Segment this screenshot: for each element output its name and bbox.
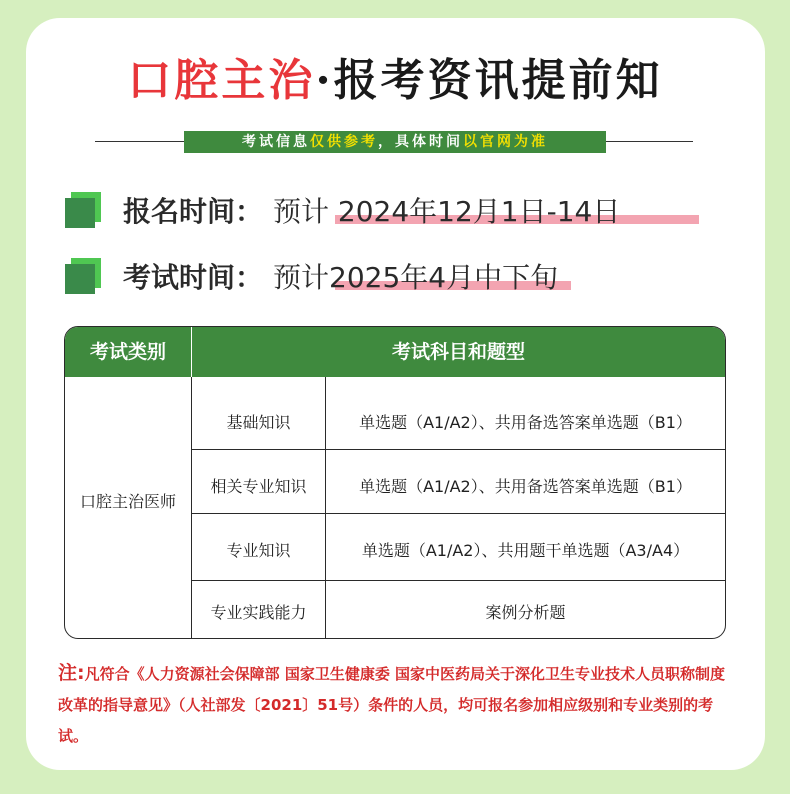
row-divider	[191, 580, 725, 581]
title-dot: ·	[315, 55, 334, 106]
header-divider	[191, 327, 192, 377]
note-prefix: 注:	[58, 662, 85, 684]
subject-cell: 专业实践能力	[210, 603, 307, 622]
footnote	[58, 658, 738, 752]
category-cell: 口腔主治医师	[79, 492, 176, 511]
square-bullet-icon	[65, 196, 99, 230]
exam-label: 考试时间：	[123, 261, 264, 294]
note-text: 凡符合《人力资源社会保障部 国家卫生健康委 国家中医药局关于深化卫生专业技术人员职称制度改革的指导意见》（人社部发〔2021〕51号）条件的人员，均可报名参加相应级别和专业类别的考试。	[58, 665, 726, 745]
banner-part1: 考试信息	[242, 134, 310, 150]
subject-cell: 基础知识	[226, 413, 291, 432]
header-subjects: 考试科目和题型	[192, 327, 725, 377]
title-black: 报考资讯提前知	[333, 55, 663, 106]
banner-part4: 以官网为准	[463, 134, 548, 150]
types-cell: 单选题（A1/A2）、共用题干单选题（A3/A4）	[361, 541, 690, 560]
row-divider	[191, 513, 725, 514]
square-bullet-icon	[65, 262, 99, 296]
header-category: 考试类别	[65, 327, 191, 377]
banner-part2: 仅供参考	[310, 134, 378, 150]
registration-value: 预计 2024年12月1日-14日	[273, 195, 621, 228]
types-cell: 单选题（A1/A2）、共用备选答案单选题（B1）	[359, 477, 692, 496]
exam-value: 预计2025年4月中下旬	[273, 261, 559, 294]
registration-label: 报名时间：	[123, 195, 264, 228]
subject-cell: 相关专业知识	[210, 477, 307, 496]
title-red: 口腔主治	[127, 55, 316, 106]
subject-cell: 专业知识	[226, 541, 291, 560]
notice-banner	[184, 131, 606, 153]
exam-table	[64, 326, 726, 639]
row-divider	[191, 449, 725, 450]
types-cell: 单选题（A1/A2）、共用备选答案单选题（B1）	[359, 413, 692, 432]
banner-part3: ，具体时间	[378, 134, 463, 150]
types-cell: 案例分析题	[485, 603, 566, 622]
page-title	[0, 44, 790, 108]
